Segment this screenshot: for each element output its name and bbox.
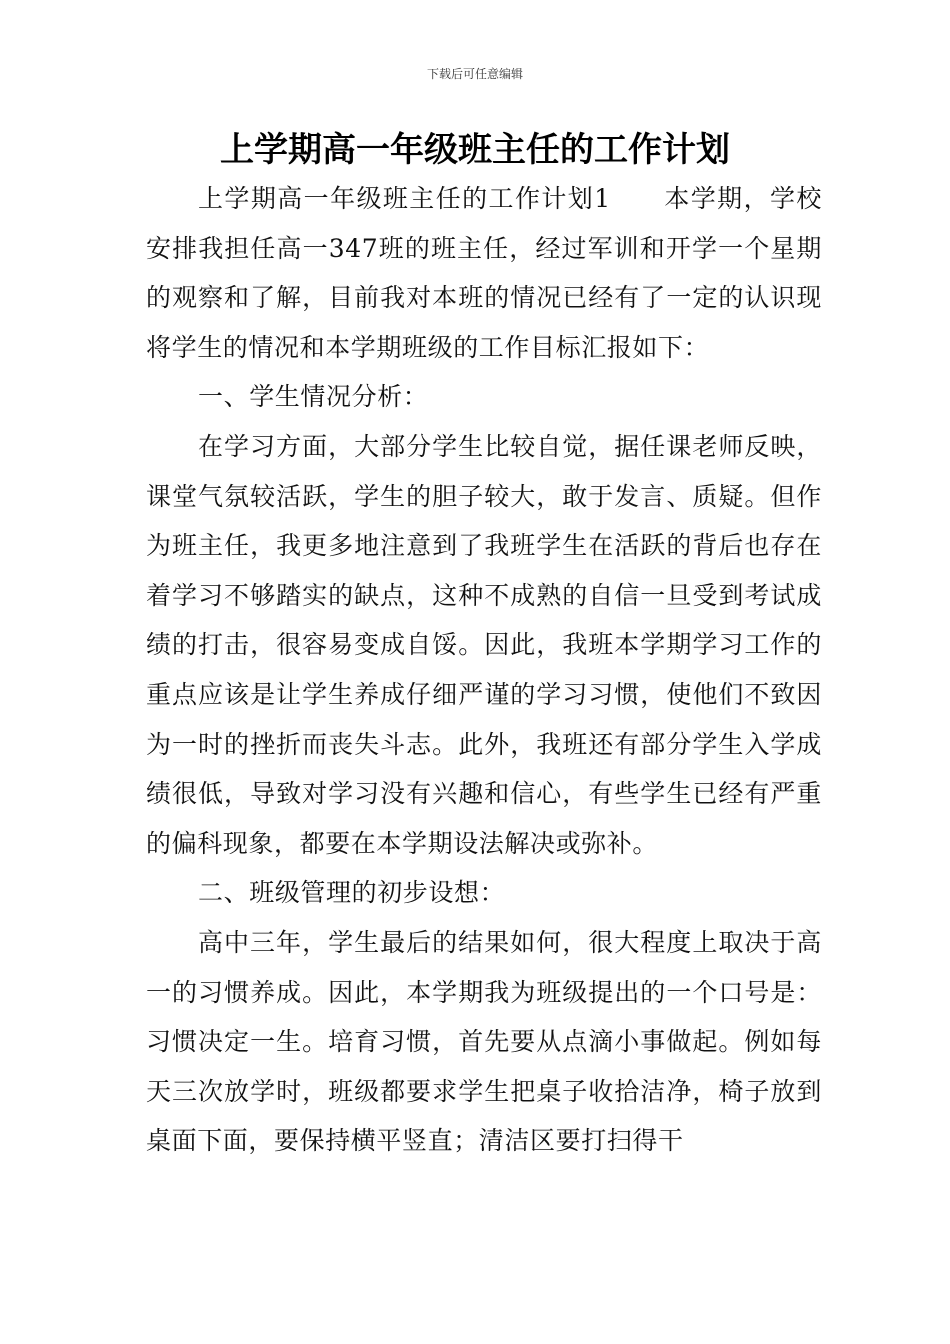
document-body [146,174,822,1166]
intro-paragraph: 上学期高一年级班主任的工作计划1 本学期，学校安排我担任高一347班的班主任，经过军训和开学一个星期的观察和了解，目前我对本班的情况已经有了一定的认识现将学生的情况和本学期班级的工作目标汇报如下： [146,184,822,362]
section-heading-class-management: 二、班级管理的初步设想： [198,878,506,908]
page-header-note: 下载后可任意编辑 [426,67,523,81]
document-title: 上学期高一年级班主任的工作计划 [220,130,730,170]
class-management-paragraph: 高中三年，学生最后的结果如何，很大程度上取决于高一的习惯养成。因此，本学期我为班级提出的一个口号是：习惯决定一生。培育习惯，首先要从点滴小事做起。例如每天三次放学时，班级都要求学生把桌子收拾洁净，椅子放到桌面下面，要保持横平竖直；清洁区要打扫得干 [146,927,822,1156]
section-heading-student-analysis: 一、学生情况分析： [198,382,429,412]
student-analysis-paragraph: 在学习方面，大部分学生比较自觉，据任课老师反映，课堂气氛较活跃，学生的胆子较大，敢于发言、质疑。但作为班主任，我更多地注意到了我班学生在活跃的背后也存在着学习不够踏实的缺点，这种不成熟的自信一旦受到考试成绩的打击，很容易变成自馁。因此，我班本学期学习工作的重点应该是让学生养成仔细严谨的学习习惯，使他们不致因为一时的挫折而丧失斗志。此外，我班还有部分学生入学成绩很低，导致对学习没有兴趣和信心，有些学生已经有严重的偏科现象，都要在本学期设法解决或弥补。 [146,431,822,858]
